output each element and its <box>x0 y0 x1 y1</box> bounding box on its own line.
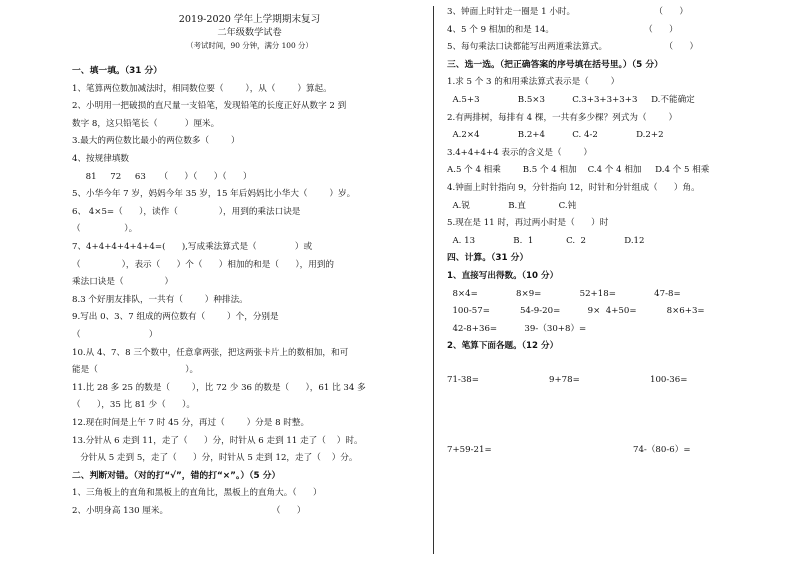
question-line: A.2×4 B.2+4 C. 4-2 D.2+2 <box>447 130 664 140</box>
section-heading: 二、判断对错。（对的打“√”，错的打“×”。）（5 分） <box>72 471 281 481</box>
question-line: A.5+3 B.5×3 C.3+3+3+3+3 D.不能确定 <box>447 95 695 105</box>
question-line: 能是（ ）。 <box>72 365 199 375</box>
question-line: （ ）。 <box>72 224 138 234</box>
question-line: 100-57= 54-9-20= 9× 4+50= 8×6+3= <box>447 306 705 316</box>
question-line: 2.有两排树，每排有 4 棵，一共有多少棵？列式为（ ） <box>447 113 678 123</box>
written-calc-1: 71-38= <box>447 375 479 385</box>
question-line: 9.写出 0、3、7 组成的两位数有（ ）个，分别是 <box>72 312 279 322</box>
column-divider <box>433 6 434 554</box>
question-line: A.5 个 4 相乘 B.5 个 4 相加 C.4 个 4 相加 D.4 个 5 相乘 <box>447 165 710 175</box>
question-line: A. 13 B. 1 C. 2 D.12 <box>447 236 645 246</box>
written-calc-5: 74-（80-6）= <box>633 445 691 455</box>
question-line: 10.从 4、7、8 三个数中，任意拿两张，把这两张卡片上的数相加，和可 <box>72 348 349 358</box>
question-line: 11.比 28 多 25 的数是（ ），比 72 少 36 的数是（ ），61 比 34 多 <box>72 383 366 393</box>
written-calc-2: 9+78= <box>549 375 580 385</box>
question-line: 3、钟面上时针走一圈是 1 小时。 （ ） <box>447 7 688 17</box>
question-line: 12.现在时间是上午 7 时 45 分，再过（ ）分是 8 时整。 <box>72 418 310 428</box>
section-heading: 一、填一填。（31 分） <box>72 66 163 76</box>
written-calc-3: 100-36= <box>650 375 688 385</box>
section-heading: 三、选一选。（把正确答案的序号填在括号里。）（5 分） <box>447 60 663 70</box>
question-line: 5.现在是 11 时，再过两小时是（ ）时 <box>447 218 609 228</box>
exam-title: 2019-2020 学年上学期期末复习 <box>178 14 321 25</box>
question-line: 数字 8，这只铅笔长（ ）厘米。 <box>72 119 220 129</box>
question-line: 3.最大的两位数比最小的两位数多（ ） <box>72 136 240 146</box>
question-line: （ ），35 比 81 少（ ）。 <box>72 400 195 410</box>
question-line: 1.求 5 个 3 的和用乘法算式表示是（ ） <box>447 77 620 87</box>
question-line: 13.分针从 6 走到 11，走了（ ）分，时针从 6 走到 11 走了（ ）时。 <box>72 436 363 446</box>
sub-heading: 2、笔算下面各题。（12 分） <box>447 341 559 351</box>
question-line: 8.3 个好朋友排队，一共有（ ）种排法。 <box>72 295 248 305</box>
question-line: 2、小明身高 130 厘米。 （ ） <box>72 506 306 516</box>
question-line: 5、小华今年 7 岁，妈妈今年 35 岁，15 年后妈妈比小华大（ ）岁。 <box>72 189 356 199</box>
written-calc-4: 7+59-21= <box>447 445 492 455</box>
question-line: 81 72 63 （ ）（ ）（ ） <box>72 172 252 182</box>
question-line: 4、按规律填数 <box>72 154 130 164</box>
question-line: 1、笔算两位数加减法时，相同数位要（ ），从（ ）算起。 <box>72 84 332 94</box>
question-line: 4、5 个 9 相加的和是 14。 （ ） <box>447 25 678 35</box>
question-line: （ ），表示（ ）个（ ）相加的和是（ ），用到的 <box>72 260 335 270</box>
question-line: 分针从 5 走到 5，走了（ ）分，时针从 5 走到 12，走了（ ）分。 <box>72 453 358 463</box>
sub-heading: 1、直接写出得数。（10 分） <box>447 271 559 281</box>
question-line: 2、小明用一把破损的直尺量一支铅笔，发现铅笔的长度正好从数字 2 到 <box>72 101 347 111</box>
exam-subtitle: 二年级数学试卷 <box>217 27 282 38</box>
question-line: 乘法口诀是（ ） <box>72 277 174 287</box>
exam-note: （考试时间，90 分钟，满分 100 分） <box>186 41 313 50</box>
question-line: 6、 4×5=（ ），读作（ ），用到的乘法口诀是 <box>72 207 301 217</box>
question-line: A.锐 B.直 C.钝 <box>447 201 577 211</box>
question-line: 3.4+4+4+4 表示的含义是（ ） <box>447 148 593 158</box>
question-line: 8×4= 8×9= 52+18= 47-8= <box>447 289 681 299</box>
section-heading: 四、计算。（31 分） <box>447 253 529 263</box>
question-line: 7、4+4+4+4+4+4=( ),写成乘法算式是（ ）或 <box>72 242 313 252</box>
question-line: 42-8+36= 39-（30+8）= <box>447 324 587 334</box>
question-line: 1、三角板上的直角和黑板上的直角比，黑板上的直角大。（ ） <box>72 488 322 498</box>
question-line: （ ） <box>72 330 158 340</box>
question-line: 4.钟面上时针指向 9，分针指向 12，时针和分针组成（ ）角。 <box>447 183 700 193</box>
question-line: 5、每句乘法口诀都能写出两道乘法算式。 （ ） <box>447 42 699 52</box>
